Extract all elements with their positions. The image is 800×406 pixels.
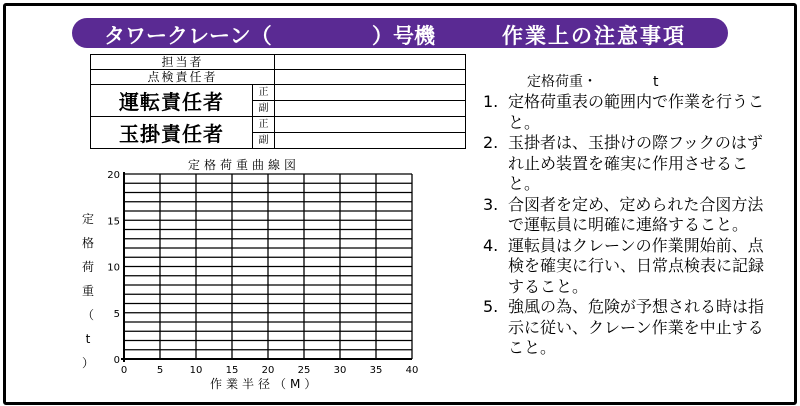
inspector-label: 点検責任者: [91, 70, 275, 85]
person-in-charge-label: 担当者: [91, 55, 275, 70]
caution-item-text: 定格荷重表の範囲内で作業を行うこと。: [508, 92, 765, 132]
machine-number-label: ）号機: [372, 24, 435, 48]
y-tick-label: 20: [107, 170, 120, 181]
caution-item-text: 強風の為、危険が予想される時は指示に従い、クレーン作業を中止すること。: [508, 297, 765, 357]
caution-item-number: 2.: [483, 133, 499, 152]
rated-load-line: [527, 71, 659, 91]
caution-item-number: 1.: [483, 92, 499, 111]
caution-item-text: 玉掛者は、玉掛けの際フックのはずれ止め装置を確実に作用させること。: [508, 133, 763, 193]
x-tick-label: 40: [405, 365, 419, 376]
tower-crane-title: タワークレーン（: [104, 24, 272, 48]
y-axis-label-char: 荷: [81, 260, 94, 274]
y-axis-label-char: 定: [81, 212, 94, 226]
caution-item: [483, 236, 783, 298]
x-tick-label: 0: [120, 365, 128, 376]
operator-deputy-label: 副: [253, 101, 275, 117]
y-axis-label-char: （: [81, 308, 94, 322]
rated-load-unit: t: [653, 74, 659, 90]
x-tick-label: 25: [297, 365, 311, 376]
caution-item: [483, 92, 783, 133]
y-axis-label-char: ）: [81, 356, 94, 370]
y-axis-label-char: 格: [81, 236, 94, 250]
x-tick-label: 5: [156, 365, 164, 376]
caution-item: [483, 195, 783, 236]
y-axis-label: [80, 207, 96, 375]
x-tick-label: 30: [333, 365, 347, 376]
y-axis-label-char: t: [85, 332, 91, 346]
y-tick-label: 0: [113, 355, 120, 366]
caution-title: 作業上の注意事項: [502, 24, 686, 48]
x-axis-label: 作業半径（M）: [210, 377, 321, 391]
caution-list: [483, 92, 783, 359]
slinging-deputy-label: 副: [253, 133, 275, 149]
caution-item-number: 3.: [483, 194, 499, 214]
y-tick-label: 10: [107, 262, 120, 274]
chart-title: 定格荷重曲線図: [188, 158, 301, 172]
operator-manager-label: 運転責任者: [91, 85, 253, 117]
rated-load-label: 定格荷重・: [527, 74, 597, 90]
x-tick-label: 20: [261, 365, 275, 376]
operator-primary-label: 正: [253, 85, 275, 101]
caution-item-number: 4.: [483, 235, 499, 255]
x-tick-label: 15: [225, 365, 239, 376]
caution-item-number: 5.: [483, 297, 499, 316]
caution-item-text: 合図者を定め、定められた合図方法で運転員に明確に連絡すること。: [508, 194, 764, 234]
y-axis-label-char: 重: [81, 284, 94, 298]
caution-item: [483, 297, 783, 359]
slinging-manager-label: 玉掛責任者: [91, 117, 253, 149]
y-tick-label: 5: [113, 308, 120, 320]
caution-item-text: 運転員はクレーンの作業開始前、点検を確実に行い、日常点検表に記録すること。: [508, 235, 765, 296]
caution-item: [483, 133, 783, 195]
x-tick-label: 35: [369, 365, 383, 376]
slinging-primary-label: 正: [253, 117, 275, 133]
y-tick-label: 15: [107, 216, 120, 228]
x-tick-label: 10: [189, 365, 203, 376]
